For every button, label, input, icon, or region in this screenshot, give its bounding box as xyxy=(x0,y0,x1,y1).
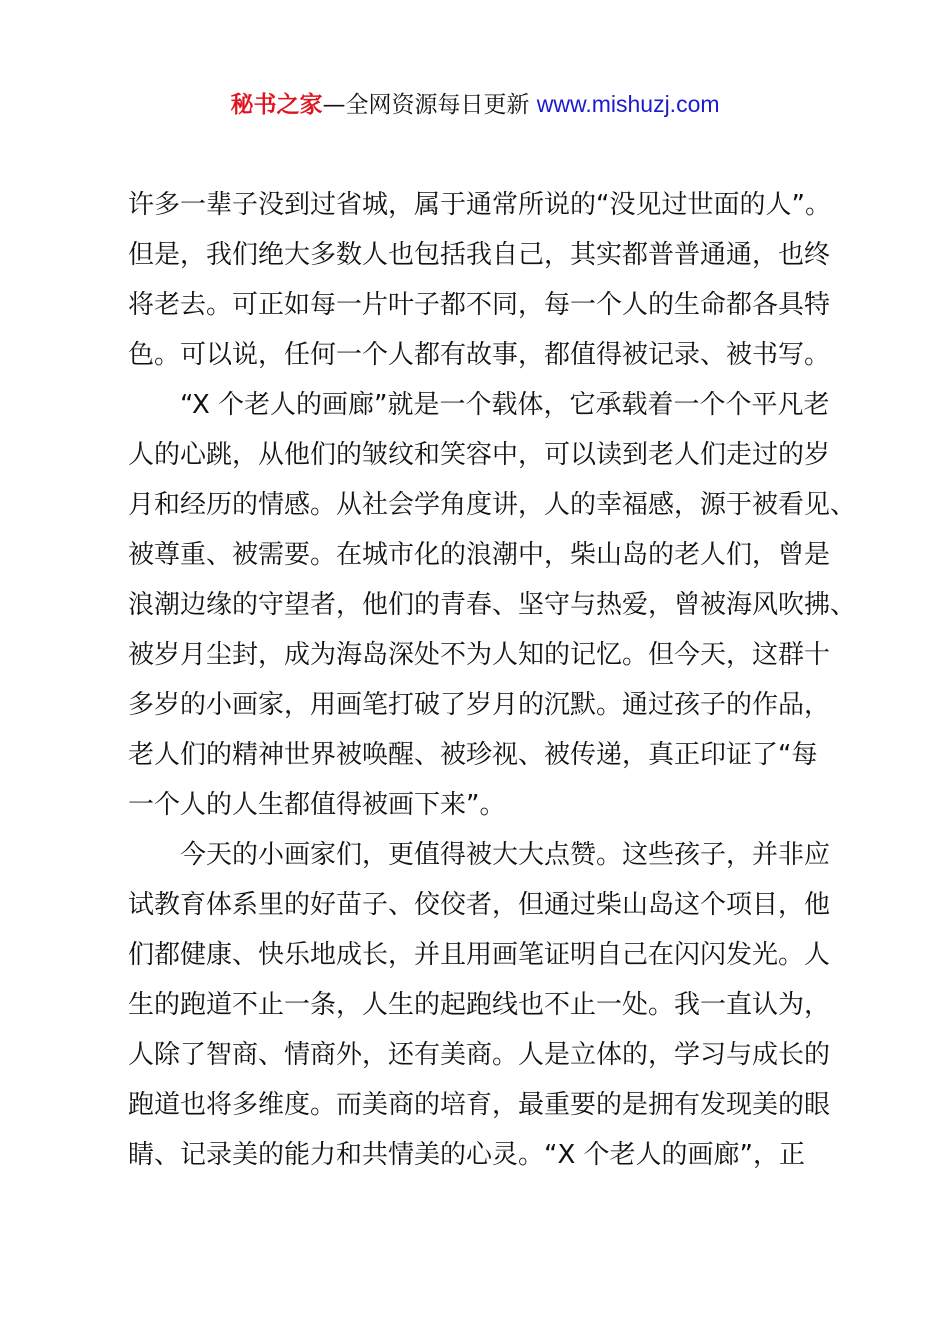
body-line: 但是，我们绝大多数人也包括我自己，其实都普普通通，也终 xyxy=(128,240,831,270)
body-line: 人除了智商、情商外，还有美商。人是立体的，学习与成长的 xyxy=(128,1040,831,1070)
body-line: 色。可以说，任何一个人都有故事，都值得被记录、被书写。 xyxy=(128,340,831,370)
document-body xyxy=(128,180,857,1180)
body-line: 多岁的小画家，用画笔打破了岁月的沉默。通过孩子的作品， xyxy=(128,690,831,720)
body-line: 将老去。可正如每一片叶子都不同，每一个人的生命都各具特 xyxy=(128,290,831,320)
body-line: 生的跑道不止一条，人生的起跑线也不止一处。我一直认为， xyxy=(128,990,831,1020)
page-header xyxy=(0,88,950,121)
site-brand: 秘书之家 xyxy=(230,92,323,118)
body-line: 老人们的精神世界被唤醒、被珍视、被传递，真正印证了“每 xyxy=(128,740,818,770)
site-url-link[interactable]: www.mishuzj.com xyxy=(536,91,720,117)
body-line: 睛、记录美的能力和共情美的心灵。“X 个老人的画廊”，正 xyxy=(128,1140,806,1170)
body-line: “X 个老人的画廊”就是一个载体，它承载着一个个平凡老 xyxy=(128,390,830,420)
body-line: 浪潮边缘的守望者，他们的青春、坚守与热爱，曾被海风吹拂、 xyxy=(128,590,857,620)
body-line: 们都健康、快乐地成长，并且用画笔证明自己在闪闪发光。人 xyxy=(128,940,831,970)
body-line: 被岁月尘封，成为海岛深处不为人知的记忆。但今天，这群十 xyxy=(128,640,831,670)
body-line: 一个人的人生都值得被画下来”。 xyxy=(128,790,506,820)
body-line: 许多一辈子没到过省城，属于通常所说的“没见过世面的人”。 xyxy=(128,190,831,220)
body-line: 月和经历的情感。从社会学角度讲，人的幸福感，源于被看见、 xyxy=(128,490,857,520)
body-line: 今天的小画家们，更值得被大大点赞。这些孩子，并非应 xyxy=(128,840,831,870)
body-line: 跑道也将多维度。而美商的培育，最重要的是拥有发现美的眼 xyxy=(128,1090,831,1120)
body-line: 被尊重、被需要。在城市化的浪潮中，柴山岛的老人们，曾是 xyxy=(128,540,831,570)
body-line: 试教育体系里的好苗子、佼佼者，但通过柴山岛这个项目，他 xyxy=(128,890,831,920)
site-tagline: —全网资源每日更新 xyxy=(322,92,537,118)
body-line: 人的心跳，从他们的皱纹和笑容中，可以读到老人们走过的岁 xyxy=(128,440,831,470)
